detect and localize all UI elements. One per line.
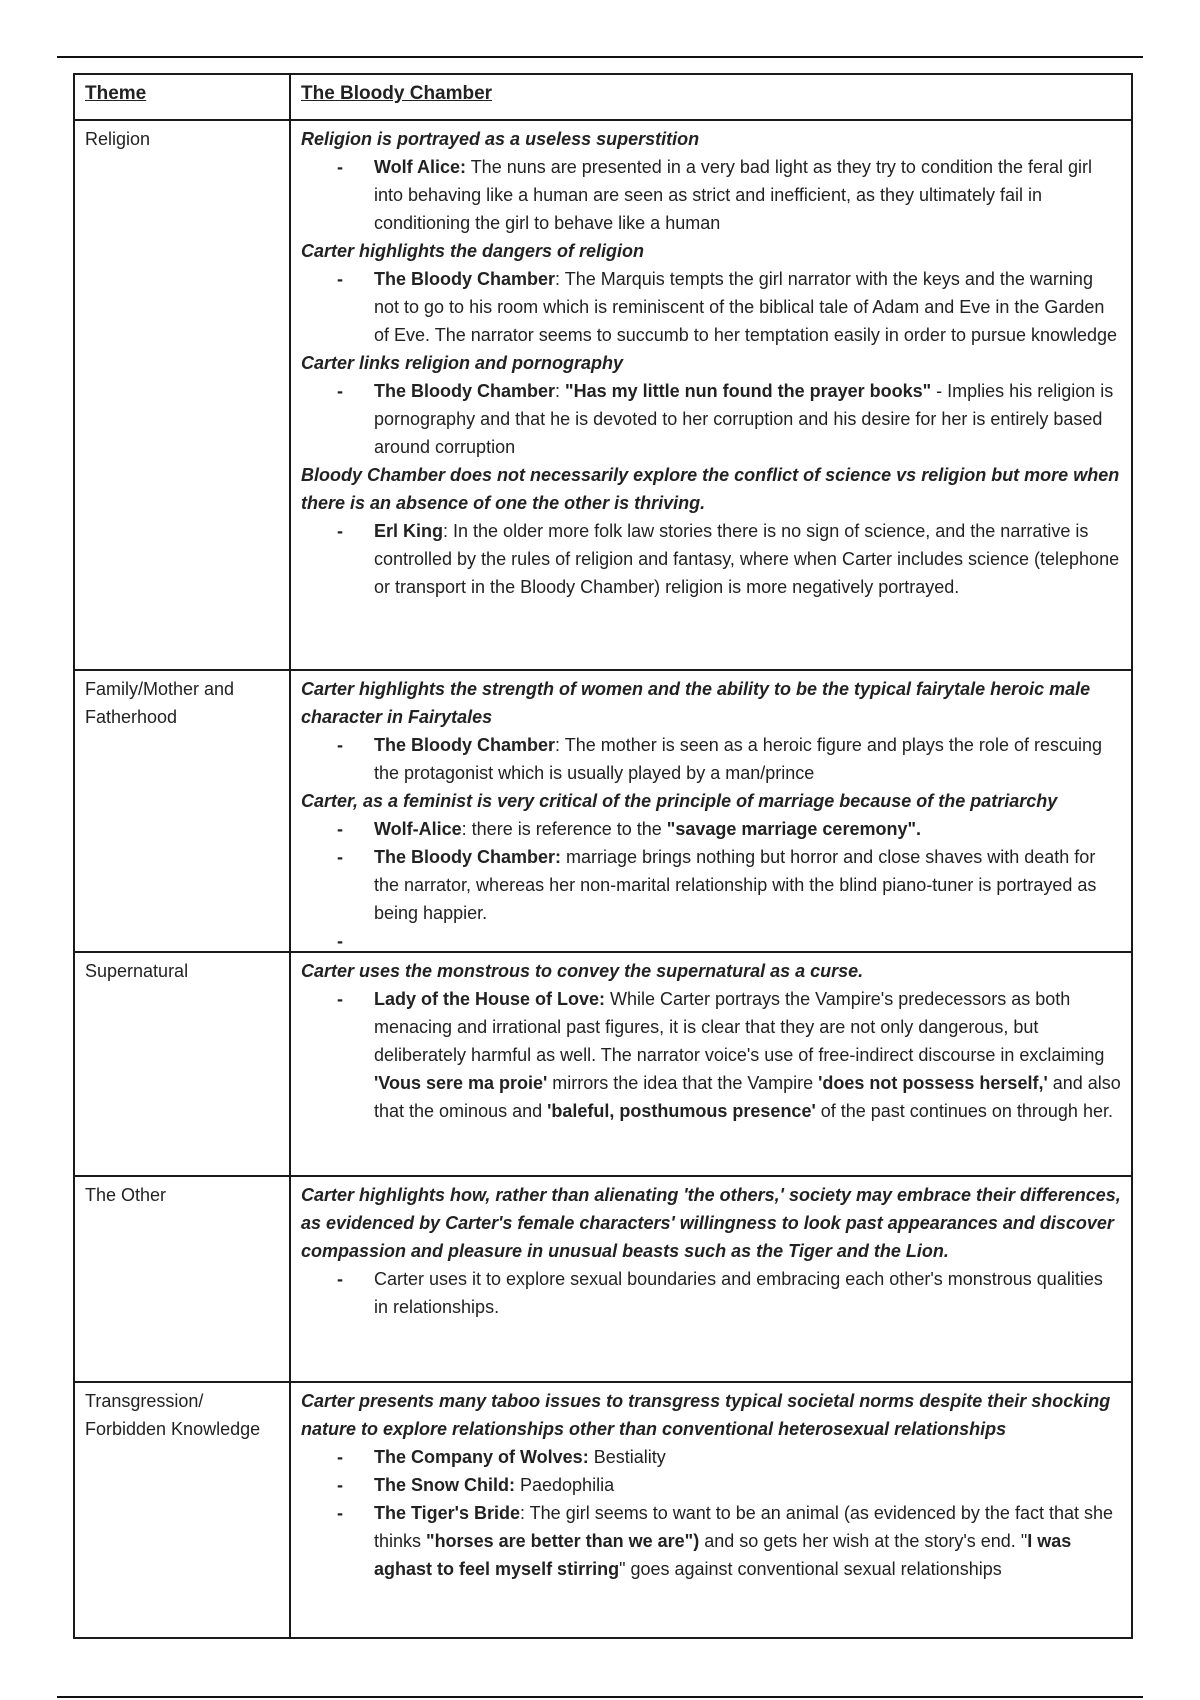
claim: Carter highlights how, rather than alienating 'the others,' society may embrace their differences, as evidenced by Carter's female characters' willingness to look past appearances and discover compassion and pleasure in unusual beasts such as the Tiger and the Lion. bbox=[301, 1185, 1121, 1261]
claim: Carter, as a feminist is very critical of the principle of marriage because of the patriarchy bbox=[301, 791, 1058, 811]
notes-supernatural bbox=[290, 952, 1132, 1176]
bullet-point: - The Bloody Chamber: The mother is seen as a heroic figure and plays the role of rescuing the protagonist which is usually played by a man/prince bbox=[337, 735, 1103, 783]
claim: Bloody Chamber does not necessarily explore the conflict of science vs religion but more when there is an absence of one the other is thriving. bbox=[301, 465, 1120, 513]
header-theme: Theme bbox=[85, 83, 147, 104]
table-row bbox=[74, 1176, 1132, 1382]
theme-family: Family/Mother and Fatherhood bbox=[74, 670, 290, 952]
bullet-point: - Erl King: In the older more folk law stories there is no sign of science, and the narrative is controlled by the rules of religion and fantasy, where when Carter includes science (telephone or transport in the Bloody Chamber) religion is more negatively portrayed. bbox=[337, 521, 1120, 597]
notes-other bbox=[290, 1176, 1132, 1382]
bullet-point: - Carter uses it to explore sexual boundaries and embracing each other's monstrous qualities in relationships. bbox=[337, 1269, 1103, 1317]
themes-table bbox=[73, 73, 1133, 1639]
bullet-point: - The Bloody Chamber: "Has my little nun found the prayer books" - Implies his religion is pornography and that he is devoted to her corruption and his desire for her is entirely based around corruption bbox=[337, 381, 1114, 457]
bullet-point: - Wolf-Alice: there is reference to the "savage marriage ceremony". bbox=[337, 819, 922, 839]
table-row bbox=[74, 1382, 1132, 1638]
table-row bbox=[74, 670, 1132, 952]
bullet-point: - Lady of the House of Love: While Carter portrays the Vampire's predecessors as both menacing and irrational past figures, it is clear that they are not only dangerous, but deliberately harmful as well. The narrator voice's use of free-indirect discourse in exclaiming 'Vous sere ma proie' mirrors the idea that the Vampire 'does not possess herself,' and also that the ominous and 'baleful, posthumous presence' of the past continues on through her. bbox=[337, 989, 1121, 1121]
bullet-point: - The Company of Wolves: Bestiality bbox=[337, 1447, 666, 1467]
theme-other: The Other bbox=[74, 1176, 290, 1382]
theme-religion: Religion bbox=[74, 120, 290, 670]
header-theme-cell bbox=[74, 74, 290, 120]
table-row bbox=[74, 952, 1132, 1176]
table-row bbox=[74, 120, 1132, 670]
claim: Carter highlights the strength of women and the ability to be the typical fairytale heroic male character in Fairytales bbox=[301, 679, 1091, 727]
header-text-cell bbox=[290, 74, 1132, 120]
claim: Carter presents many taboo issues to transgress typical societal norms despite their shocking nature to explore relationships other than conventional heterosexual relationships bbox=[301, 1391, 1111, 1439]
theme-transgression: Transgression/ Forbidden Knowledge bbox=[74, 1382, 290, 1638]
claim: Carter uses the monstrous to convey the supernatural as a curse. bbox=[301, 961, 864, 981]
claim: Carter links religion and pornography bbox=[301, 353, 624, 373]
bullet-point: - The Tiger's Bride: The girl seems to want to be an animal (as evidenced by the fact that she thinks "horses are better than we are") and so gets her wish at the story's end. "I was aghast to feel myself stirring" goes against conventional sexual relationships bbox=[337, 1503, 1113, 1579]
bullet-point: - Wolf Alice: The nuns are presented in a very bad light as they try to condition the feral girl into behaving like a human are seen as strict and inefficient, as they ultimately fail in conditioning the girl to behave like a human bbox=[337, 157, 1093, 233]
top-rule bbox=[57, 56, 1143, 58]
header-text: The Bloody Chamber bbox=[301, 83, 493, 104]
bullet-point: - The Snow Child: Paedophilia bbox=[337, 1475, 615, 1495]
notes-family: Carter highlights the strength of women and the ability to be the typical fairytale heroic male character in Fairytales - The Bloody Chamber: The mother is seen as a heroic figure and plays the role of rescuing the protagonist which is usually played by a man/prince Carter, as a feminist is very critical of the principle of marriage because of the patriarchy - Wolf-Alice: there is reference to the "savage marriage ceremony". - The Bloody Chamber: marriage brings nothing but horror and close shaves with death for the narrator, whereas her non-marital relationship with the blind piano-tuner is portrayed as being happier. - bbox=[290, 670, 1132, 952]
bottom-rule bbox=[57, 1696, 1143, 1698]
claim: Religion is portrayed as a useless superstition bbox=[301, 129, 700, 149]
table-header-row bbox=[74, 74, 1132, 120]
bullet-point: - The Bloody Chamber: marriage brings nothing but horror and close shaves with death for the narrator, whereas her non-marital relationship with the blind piano-tuner is portrayed as being happier. bbox=[337, 847, 1097, 923]
claim: Carter highlights the dangers of religion bbox=[301, 241, 645, 261]
bullet-point: - The Bloody Chamber: The Marquis tempts the girl narrator with the keys and the warning not to go to his room which is reminiscent of the biblical tale of Adam and Eve in the Garden of Eve. The narrator seems to succumb to her temptation easily in order to pursue knowledge bbox=[337, 269, 1118, 345]
notes-religion bbox=[290, 120, 1132, 670]
theme-supernatural: Supernatural bbox=[74, 952, 290, 1176]
notes-transgression bbox=[290, 1382, 1132, 1638]
